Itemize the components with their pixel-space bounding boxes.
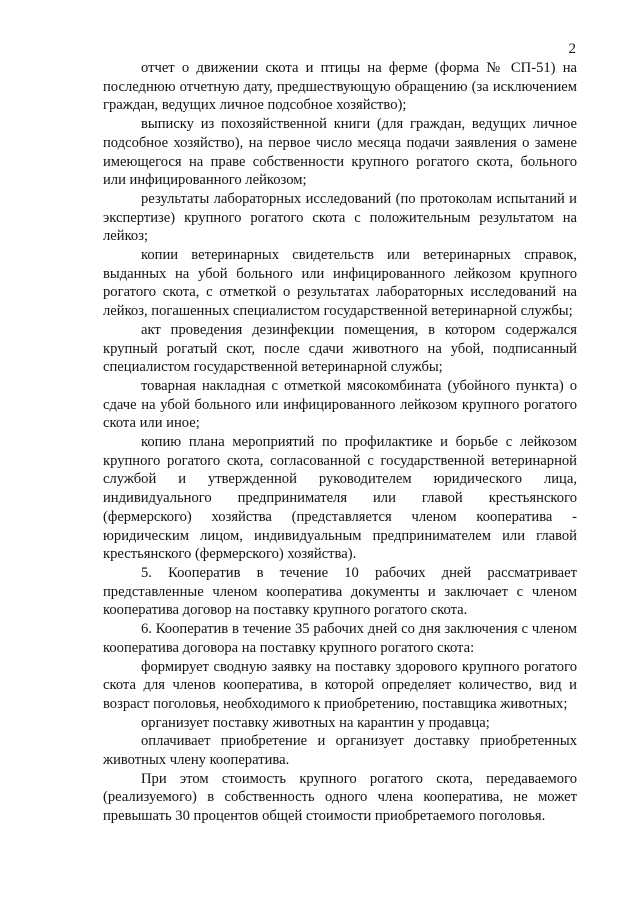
paragraph-disinfection-act: акт проведения дезинфекции помещения, в котором содержался крупный рогатый скот, после сдачи животного на убой, подписанный специалистом государственной ветеринарной службы; xyxy=(103,321,577,376)
paragraph-household-book-extract: выписку из похозяйственной книги (для граждан, ведущих личное подсобное хозяйство), на первое число месяца подачи заявления о замене имеющегося на праве собственности крупного рогатого скота, больного или инфицированного лейкозом; xyxy=(103,116,577,189)
page-number: 2 xyxy=(568,41,576,57)
paragraph-consolidated-request: формирует сводную заявку на поставку здорового крупного рогатого скота для членов кооператива, в которой определяет количество, вид и возраст поголовья, необходимого к приобретению, поставщика животных; xyxy=(103,658,577,712)
paragraph-quarantine-delivery: организует поставку животных на карантин у продавца; xyxy=(141,714,490,731)
paragraph-clause-5: 5. Кооператив в течение 10 рабочих дней рассматривает представленные членом кооператива документы и заключает с членом кооператива договор на поставку крупного рогатого скота. xyxy=(103,564,577,619)
paragraph-cost-limit: При этом стоимость крупного рогатого скота, передаваемого (реализуемого) в собственность одного члена кооператива, не может превышать 30 процентов общей стоимости приобретаемого поголовья. xyxy=(103,770,577,825)
paragraph-prevention-plan: копию плана мероприятий по профилактике и борьбе с лейкозом крупного рогатого скота, согласованной с государственной ветеринарной службой и утвержденной руководителем юридического лица, индивидуального предпринимателя или главой крестьянского (фермерского) хозяйства (представляется членом кооператива - юридическим лицом, индивидуальным предпринимателем или главой крестьянского (фермерского) хозяйства). xyxy=(103,434,577,563)
paragraph-waybill: товарная накладная с отметкой мясокомбината (убойного пункта) о сдаче на убой больного или инфицированного лейкозом крупного рогатого скота или иное; xyxy=(103,377,577,432)
paragraph-clause-6: 6. Кооператив в течение 35 рабочих дней со дня заключения с членом кооператива договора на поставку крупного рогатого скота: xyxy=(103,621,577,656)
paragraph-report-livestock-movement: отчет о движении скота и птицы на ферме (форма № СП-51) на последнюю отчетную дату, предшествующую обращению (за исключением граждан, ведущих личное подсобное хозяйство); xyxy=(103,60,577,114)
paragraph-veterinary-certificates: копии ветеринарных свидетельств или ветеринарных справок, выданных на убой больного или инфицированного лейкозом крупного рогатого скота, с отметкой о результатах лабораторных исследований на лейкоз, погашенных специалистом государственной ветеринарной службы; xyxy=(103,247,577,320)
document-body xyxy=(103,59,577,826)
paragraph-payment-delivery: оплачивает приобретение и организует доставку приобретенных животных члену кооператива. xyxy=(103,733,577,769)
paragraph-lab-results: результаты лабораторных исследований (по протоколам испытаний и экспертизе) крупного рогатого скота с положительным результатом на лейкоз; xyxy=(103,190,577,245)
